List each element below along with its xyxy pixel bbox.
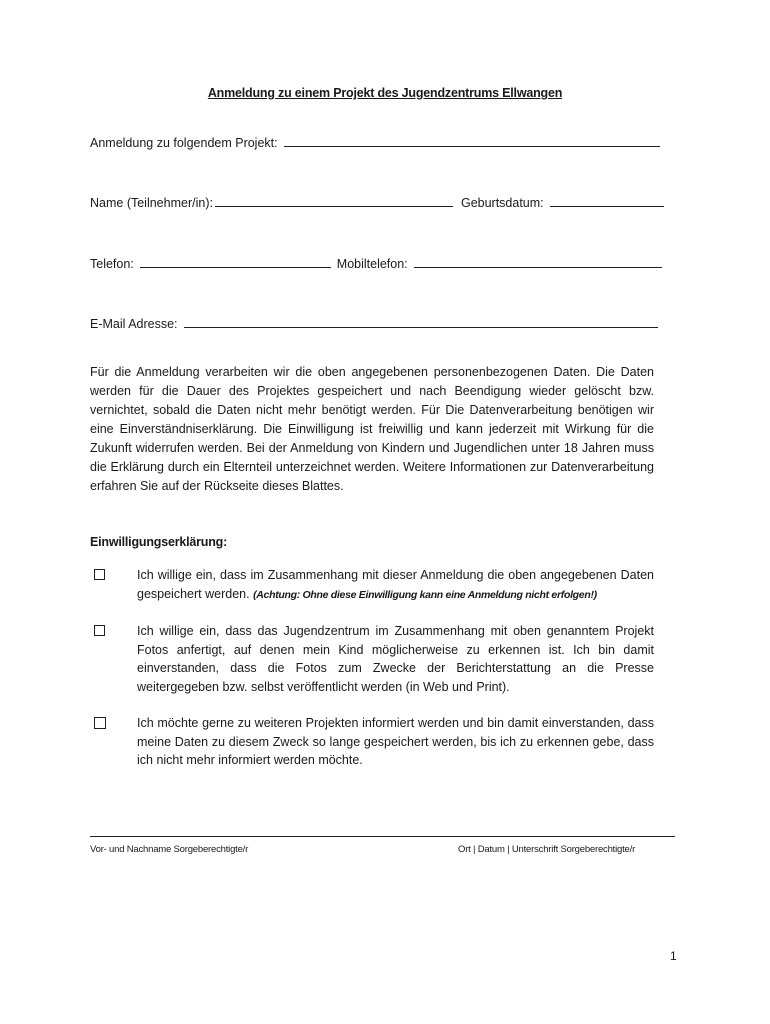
- privacy-paragraph: Für die Anmeldung verarbeiten wir die oben angegebenen personenbezogenen Daten. Die Daten werden für die Dauer des Projektes gespeichert und nach Beendigung wieder gelöscht bzw. vernichtet, sobald die Daten nicht mehr benötigt werden. Für Die Datenverarbeitung benötigen wir eine Einverständniserklärung. Die Einwilligung ist freiwillig und kann jederzeit mit Wirkung für die Zukunft widerrufen werden. Bei der Anmeldung von Kindern und Jugendlichen unter 18 Jahren muss die Erklärung durch ein Elternteil unterzeichnet werden. Weitere Informationen zur Datenverarbeitung erfahren Sie auf der Rückseite dieses Blattes.: [90, 365, 654, 493]
- birthdate-label: Geburtsdatum:: [460, 196, 544, 210]
- signature-date-label: Ort | Datum | Unterschrift Sorgeberechtigte/r: [458, 844, 636, 855]
- birthdate-input-line[interactable]: [550, 205, 664, 207]
- consent-text: Ich willige ein, dass im Zusammenhang mit dieser Anmeldung die oben angegebenen Daten gespeichert werden.: [137, 568, 654, 601]
- consent-item-photos: [90, 622, 654, 696]
- checkbox-icon[interactable]: [94, 625, 105, 636]
- consent-item-storage: [90, 566, 654, 604]
- name-label: Name (Teilnehmer/in):: [90, 196, 213, 210]
- project-label: Anmeldung zu folgendem Projekt:: [90, 136, 278, 150]
- email-input-line[interactable]: [184, 326, 658, 328]
- mobile-input-line[interactable]: [414, 266, 662, 268]
- signature-name-label: Vor- und Nachname Sorgeberechtigte/r: [90, 844, 249, 855]
- consent-warning-note: (Achtung: Ohne diese Einwilligung kann eine Anmeldung nicht erfolgen!): [253, 588, 597, 601]
- page-number: 1: [670, 949, 677, 963]
- checkbox-icon[interactable]: [94, 717, 106, 729]
- email-field: [90, 317, 658, 331]
- phone-field: [90, 257, 662, 271]
- consent-item-newsletter: [90, 714, 654, 770]
- name-field: [90, 196, 664, 210]
- document-title: Anmeldung zu einem Projekt des Jugendzentrums Ellwangen: [207, 86, 563, 100]
- project-input-line[interactable]: [284, 145, 660, 147]
- name-input-line[interactable]: [215, 205, 453, 207]
- consent-text: Ich willige ein, dass das Jugendzentrum im Zusammenhang mit oben genanntem Projekt Fotos anfertigt, auf denen mein Kind möglicherweise zu erkennen ist. Ich bin damit einverstanden, dass die Fotos zum Zwecke der Berichterstattung an die Presse weitergegeben bzw. selbst veröffentlicht werden (in Web und Print).: [137, 624, 654, 694]
- signature-line[interactable]: [90, 836, 675, 837]
- consent-section-title: Einwilligungserklärung:: [90, 535, 228, 549]
- phone-label: Telefon:: [90, 257, 134, 271]
- consent-text: Ich möchte gerne zu weiteren Projekten informiert werden und bin damit einverstanden, dass meine Daten zu diesem Zweck so lange gespeichert werden, bis ich zu erkennen gebe, dass ich nicht mehr informiert werden möchte.: [137, 716, 654, 767]
- mobile-label: Mobiltelefon:: [336, 257, 408, 271]
- checkbox-icon[interactable]: [94, 569, 105, 580]
- phone-input-line[interactable]: [140, 266, 331, 268]
- email-label: E-Mail Adresse:: [90, 317, 178, 331]
- project-field: [90, 136, 660, 150]
